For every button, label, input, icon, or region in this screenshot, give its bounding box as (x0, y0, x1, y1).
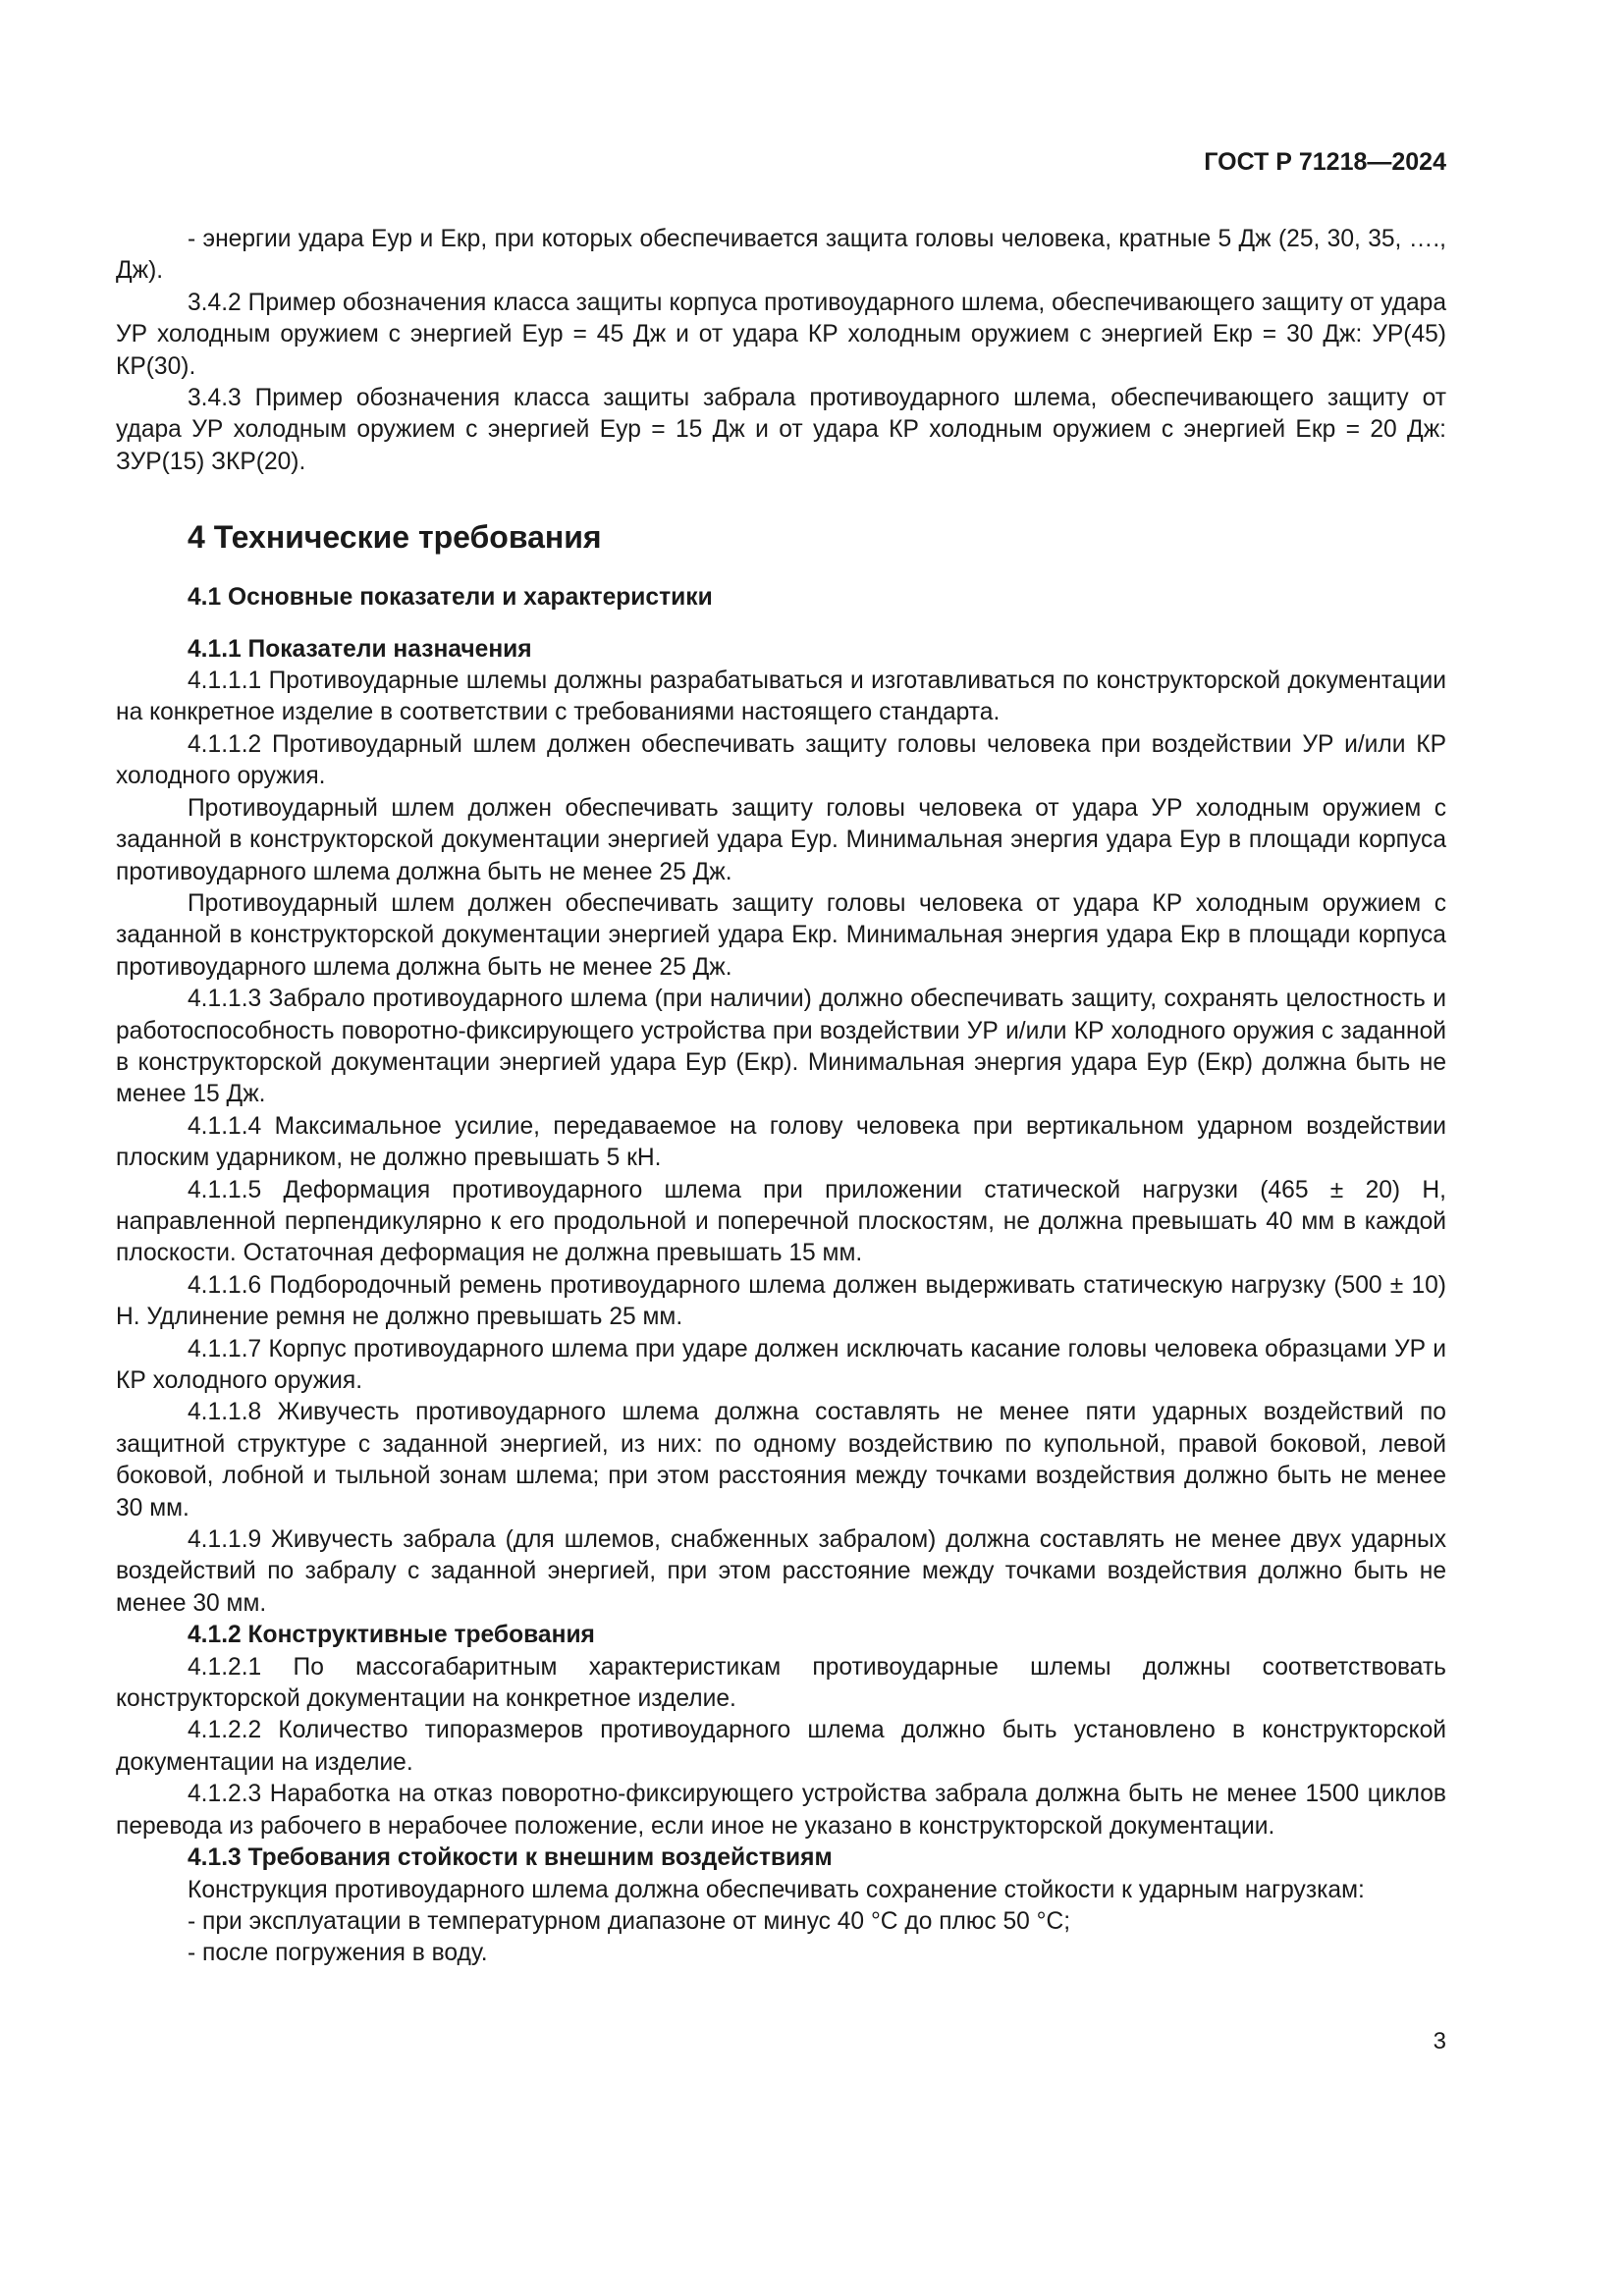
paragraph: 4.1.1.7 Корпус противоударного шлема при ударе должен исключать касание головы человека образцами УР и КР холодного оружия. (116, 1335, 1446, 1394)
subsubsection-heading: 4.1.3 Требования стойкости к внешним воздействиям (188, 1844, 833, 1872)
paragraph: 3.4.2 Пример обозначения класса защиты корпуса противоударного шлема, обеспечивающего защиту от удара УР холодным оружием с энергией Eур = 45 Дж и от удара КР холодным оружием с энергией Eкр = 30 Дж: УР(45) КР(30). (116, 289, 1446, 380)
paragraph: 4.1.1.6 Подбородочный ремень противоударного шлема должен выдерживать статическую нагрузку (500 ± 10) Н. Удлинение ремня не должно превышать 25 мм. (116, 1271, 1446, 1331)
paragraph: Конструкция противоударного шлема должна обеспечивать сохранение стойкости к ударным нагрузкам: (188, 1876, 1365, 1903)
paragraph: Противоударный шлем должен обеспечивать защиту головы человека от удара КР холодным оружием с заданной в конструкторской документации энергией удара Eкр. Минимальная энергия удара Eкр в площади корпуса противоударного шлема должна быть не менее 25 Дж. (116, 889, 1446, 981)
subsubsection-heading: 4.1.1 Показатели назначения (188, 635, 532, 663)
page-number: 3 (1433, 2028, 1446, 2055)
paragraph: 4.1.1.9 Живучесть забрала (для шлемов, снабженных забралом) должна составлять не менее двух ударных воздействий по забралу с заданной энергией, при этом расстояние между точками воздействия должно быть не менее 30 мм. (116, 1526, 1446, 1617)
list-item: - после погружения в воду. (188, 1940, 488, 1967)
document-id-header: ГОСТ Р 71218—2024 (1204, 148, 1446, 176)
document-body (116, 224, 1446, 1970)
paragraph: 3.4.3 Пример обозначения класса защиты забрала противоударного шлема, обеспечивающего защиту от удара УР холодным оружием с энергией Eур = 15 Дж и от удара КР холодным оружием с энергией Eкр = 20 Дж: ЗУР(15) ЗКР(20). (116, 385, 1446, 475)
paragraph: 4.1.1.3 Забрало противоударного шлема (при наличии) должно обеспечивать защиту, сохранять целостность и работоспособность поворотно-фиксирующего устройства при воздействии УР и/или КР холодного оружия с заданной в конструкторской документации энергией удара Eур (Eкр). Минимальная энергия удара Eур (Eкр) должна быть не менее 15 Дж. (116, 986, 1446, 1108)
subsection-heading: 4.1 Основные показатели и характеристики (188, 584, 713, 612)
paragraph: 4.1.2.3 Наработка на отказ поворотно-фиксирующего устройства забрала должна быть не менее 1500 циклов перевода из рабочего в нерабочее положение, если иное не указано в конструкторской документации. (116, 1781, 1446, 1840)
paragraph: 4.1.1.4 Максимальное усилие, передаваемое на голову человека при вертикальном ударном воздействии плоским ударником, не должно превышать 5 кН. (116, 1112, 1446, 1172)
paragraph: 4.1.2.2 Количество типоразмеров противоударного шлема должно быть установлено в конструкторской документации на изделие. (116, 1717, 1446, 1776)
paragraph: 4.1.1.8 Живучесть противоударного шлема должна составлять не менее пяти ударных воздействий по защитной структуре с заданной энергией, из них: по одному воздействию по купольной, правой боковой, левой боковой, лобной и тыльной зонам шлема; при этом расстояния между точками воздействия должно быть не менее 30 мм. (116, 1399, 1446, 1522)
paragraph: - энергии удара Eур и Eкр, при которых обеспечивается защита головы человека, кратные 5 Дж (25, 30, 35, …., Дж). (116, 226, 1446, 285)
subsubsection-heading: 4.1.2 Конструктивные требования (188, 1622, 595, 1649)
paragraph: 4.1.1.5 Деформация противоударного шлема при приложении статической нагрузки (465 ± 20) Н, направленной перпендикулярно к его продольной и поперечной плоскостям, не должна превышать 40 мм в каждой плоскости. Остаточная деформация не должна превышать 15 мм. (116, 1176, 1446, 1267)
paragraph: 4.1.2.1 По массогабаритным характеристикам противоударные шлемы должны соответствовать конструкторской документации на конкретное изделие. (116, 1653, 1446, 1713)
paragraph: 4.1.1.2 Противоударный шлем должен обеспечивать защиту головы человека при воздействии УР и/или КР холодного оружия. (116, 730, 1446, 790)
paragraph: 4.1.1.1 Противоударные шлемы должны разрабатываться и изготавливаться по конструкторской документации на конкретное изделие в соответствии с требованиями настоящего стандарта. (116, 667, 1446, 726)
paragraph: Противоударный шлем должен обеспечивать защиту головы человека от удара УР холодным оружием с заданной в конструкторской документации энергией удара Eур. Минимальная энергия удара Eур в площади корпуса противоударного шлема должна быть не менее 25 Дж. (116, 794, 1446, 885)
list-item: - при эксплуатации в температурном диапазоне от минус 40 °С до плюс 50 °С; (188, 1907, 1071, 1935)
section-heading: 4 Технические требования (188, 519, 602, 556)
